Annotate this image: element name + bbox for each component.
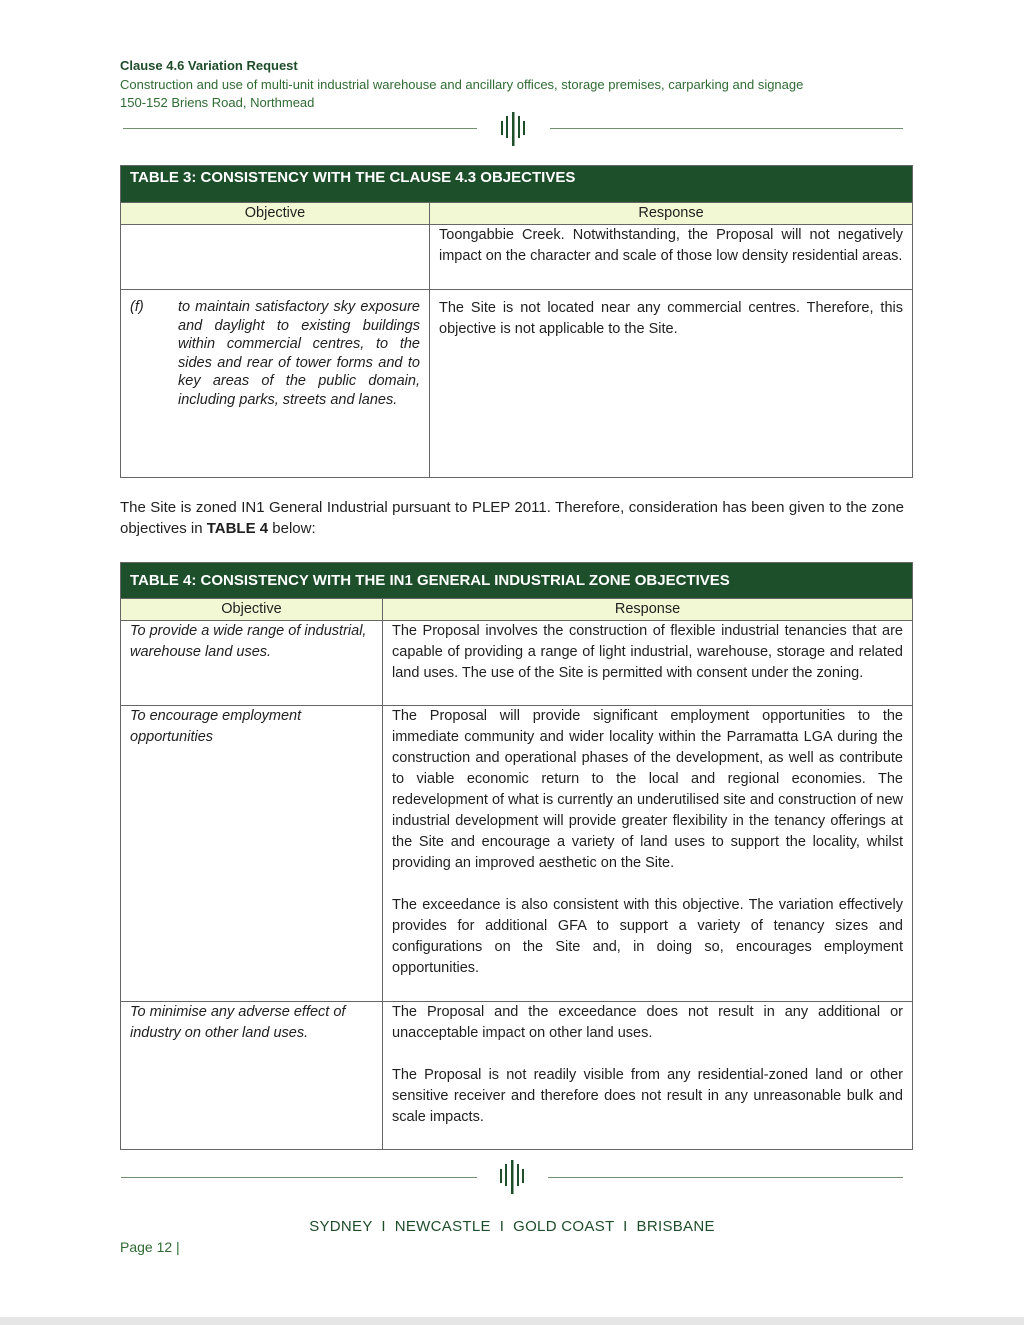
page-bottom-edge xyxy=(0,1317,1024,1325)
table-row xyxy=(121,621,913,706)
table-4-row3-response-p2: The Proposal is not readily visible from any residential-zoned land or other sensitive receiver and therefore does not result in any unreasonable bulk and scale impacts. xyxy=(392,1067,903,1125)
table-3-row1-response: Toongabbie Creek. Notwithstanding, the Proposal will not negatively impact on the character and scale of those low density residential areas. xyxy=(430,225,913,290)
table-4-response-header: Response xyxy=(383,599,913,621)
document-address: 150-152 Briens Road, Northmead xyxy=(120,95,315,110)
table-row xyxy=(121,1002,913,1150)
table-3-row1-objective xyxy=(121,225,430,290)
footer-rule-left xyxy=(121,1177,477,1178)
table-row xyxy=(121,706,913,1002)
intro-text-bold: TABLE 4 xyxy=(206,520,269,537)
table-4-row3-response xyxy=(383,1002,913,1150)
table-3 xyxy=(120,165,913,478)
table-4-row3-objective: To minimise any adverse effect of industry on other land uses. xyxy=(121,1002,383,1150)
table-4-objective-header: Objective xyxy=(121,599,383,621)
table-3-row2-objective-cell xyxy=(121,290,430,478)
table-4-row2-objective: To encourage employment opportunities xyxy=(121,706,383,1002)
table-4-row2-response-p1: The Proposal will provide significant employment opportunities to the immediate community and wider locality within the Parramatta LGA during the construction and operational phases of the development, as well as contribute to viable economic return to the local and regional economies. The redevelopment of what is currently an underutilised site and construction of new industrial development will provide greater flexibility in the tenancy offerings at the Site and encourage a variety of land uses to support the locality, whilst providing an improved aesthetic on the Site. xyxy=(392,708,904,871)
footer-rule-right xyxy=(548,1177,903,1178)
table-row xyxy=(121,225,913,290)
table-3-caption: TABLE 3: CONSISTENCY WITH THE CLAUSE 4.3 OBJECTIVES xyxy=(121,166,913,203)
footer-logo-icon xyxy=(499,1160,527,1194)
table-4-row2-response xyxy=(383,706,913,1002)
table-3-objective-header: Objective xyxy=(121,203,430,225)
header-rule-right xyxy=(550,128,903,129)
table-4-row1-objective: To provide a wide range of industrial, warehouse land uses. xyxy=(121,621,383,706)
table-4-row3-response-p1: The Proposal and the exceedance does not result in any additional or unacceptable impact on other land uses. xyxy=(392,1004,903,1041)
table-row xyxy=(121,290,913,478)
table-3-response-header: Response xyxy=(430,203,913,225)
table-3-row2-objective: to maintain satisfactory sky exposure and daylight to existing buildings within commercial centres, to the sides and rear of tower forms and to key areas of the public domain, including parks, streets and lanes. xyxy=(178,299,420,408)
intro-paragraph xyxy=(120,497,904,539)
table-4-caption: TABLE 4: CONSISTENCY WITH THE IN1 GENERAL INDUSTRIAL ZONE OBJECTIVES xyxy=(121,563,913,599)
table-3-row2-response: The Site is not located near any commercial centres. Therefore, this objective is not applicable to the Site. xyxy=(430,290,913,478)
document-subtitle: Construction and use of multi-unit industrial warehouse and ancillary offices, storage premises, carparking and signage xyxy=(120,77,804,92)
table-4-row1-response-p1: The Proposal involves the construction of flexible industrial tenancies that are capable of providing a range of light industrial, warehouse, storage and related land uses. The use of the Site is permitted with consent under the zoning. xyxy=(392,623,903,681)
table-3-row2-label: (f) xyxy=(130,299,144,315)
brand-logo-icon xyxy=(500,112,528,146)
intro-text-b: below: xyxy=(268,520,316,537)
table-4-row2-response-p2: The exceedance is also consistent with this objective. The variation effectively provides for additional GFA to support a variety of tenancy sizes and configurations on the Site and, in doing so, encourages employment opportunities. xyxy=(392,897,903,976)
intro-text-a: The Site is zoned IN1 General Industrial pursuant to PLEP 2011. Therefore, consideration has been given to the zone objectives in xyxy=(120,499,904,537)
footer-cities: SYDNEY I NEWCASTLE I GOLD COAST I BRISBANE xyxy=(309,1218,715,1235)
table-4 xyxy=(120,562,913,1150)
page-number: Page 12 | xyxy=(120,1239,180,1255)
document-title: Clause 4.6 Variation Request xyxy=(120,58,298,73)
header-rule-left xyxy=(123,128,477,129)
table-4-row1-response xyxy=(383,621,913,706)
